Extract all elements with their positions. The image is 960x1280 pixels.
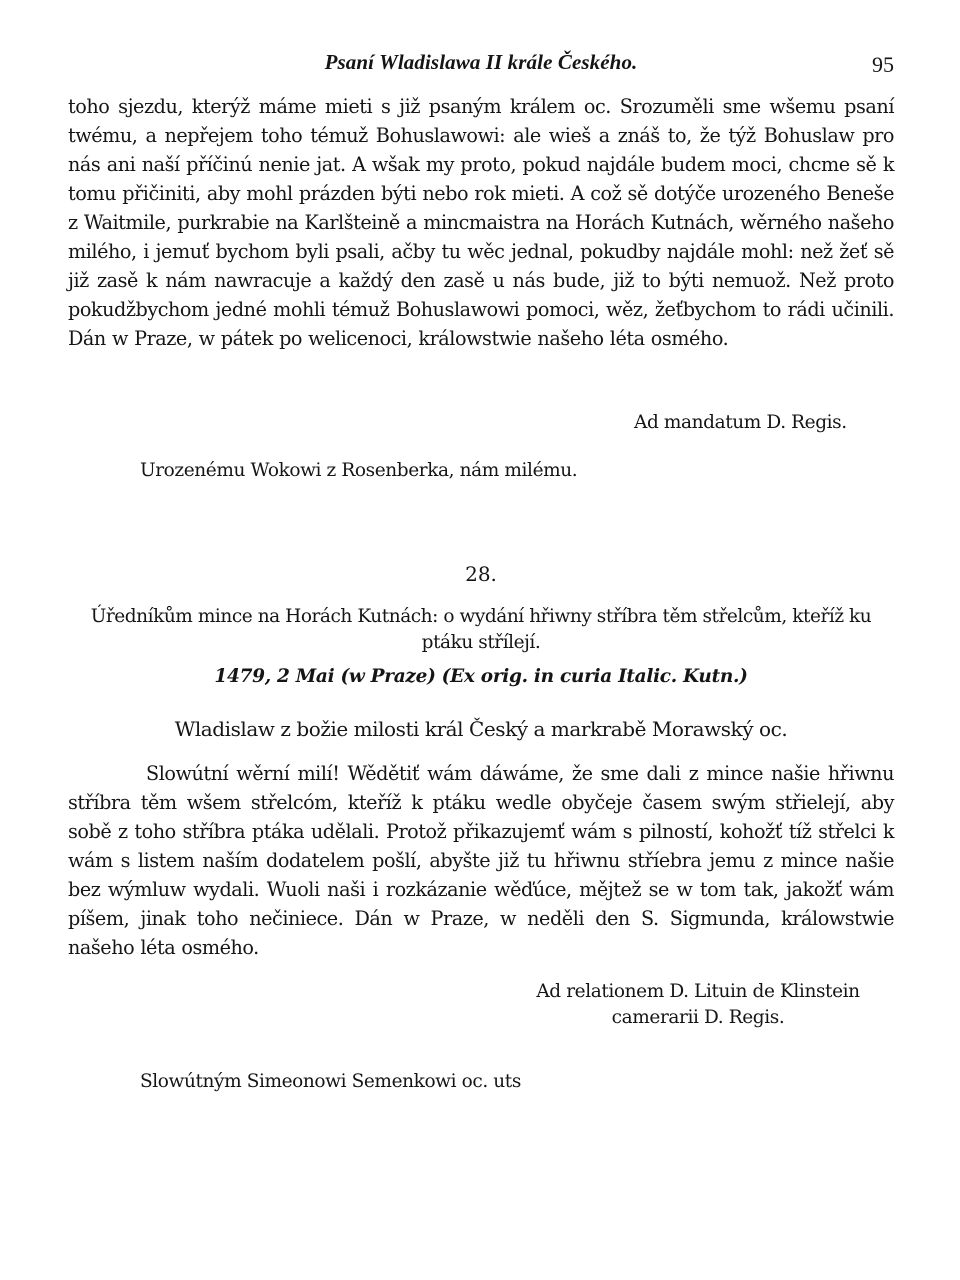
relation-line-1: Ad relationem D. Lituin de Klinstein (536, 981, 860, 1002)
letter-28-body: Slowútní wěrní milí! Wědětiť wám dáwáme, že sme dali z mince našie hřiwnu stříbra těm wšem střelcóm, kteříž k ptáku wedle obyčeje časem swým střielejí, aby sobě z toho stříbra ptáka udělali. Protož přikazujemť wám s pilností, kohožť tíž střelci k wám s listem naším dodatelem pošlí, abyšte již tu hřiwnu stříebra jemu z mince našie bez wýmluw wydali. Wuoli naši i rozkázanie wěďúce, mějtež se w tom tak, jakožť wám píšem, jinak toho nečiniece. Dán w Praze, w neděli den S. Sigmunda, králowstwie našeho léta osmého. (68, 762, 894, 959)
running-title: Psaní Wladislawa II krále Českého. (324, 50, 638, 74)
letter-27-address: Urozenému Wokowi z Rosenberka, nám milému. (140, 460, 578, 481)
letter-28-relation (508, 979, 888, 1031)
letter-28-address: Slowútným Simeonowi Semenkowi oc. uts (140, 1071, 521, 1092)
letter-27-signoff: Ad mandatum D. Regis. (634, 412, 847, 433)
document-number: 28. (465, 562, 497, 586)
document-heading: Úředníkům mince na Horách Kutnách: o wydání hřiwny stříbra těm střelcům, kteříž ku ptáku střílejí. (90, 606, 872, 653)
book-page (68, 40, 894, 1260)
letter-27-body: toho sjezdu, kterýž máme mieti s již psaným králem oc. Srozuměli sme wšemu psaní twému, a nepřejem toho témuž Bohuslawowi: ale wieš a znáš to, že týž Bohuslaw pro nás ani naší příčinú nenie jat. A wšak my proto, pokud najdále budem moci, chcme sě k tomu přičiniti, aby mohl prázden býti nebo rok mieti. A což sě dotýče urozeného Beneše z Waitmile, purkrabie na Karlšteině a mincmaistra na Horách Kutnách, wěrného našeho milého, i jemuť bychom byli psali, ačby tu wěc jednal, pokudby najdále mohl: než žeť sě již zasě k nám nawracuje a každý den zasě u nás bude, již to býti nemuož. Než proto pokudžbychom jedné mohli témuž Bohuslawowi pomoci, wěz, žeťbychom to rádi učinili. Dán w Praze, w pátek po welicenoci, králowstwie našeho léta osmého. (68, 95, 894, 350)
page-header (68, 50, 894, 80)
document-date-line: 1479, 2 Mai (w Praze) (Ex orig. in curia Italic. Kutn.) (214, 666, 748, 687)
relation-line-2: camerarii D. Regis. (611, 1007, 785, 1028)
page-number: 95 (872, 52, 894, 77)
letter-28-salutation: Wladislaw z božie milosti král Český a markrabě Morawský oc. (174, 717, 788, 741)
